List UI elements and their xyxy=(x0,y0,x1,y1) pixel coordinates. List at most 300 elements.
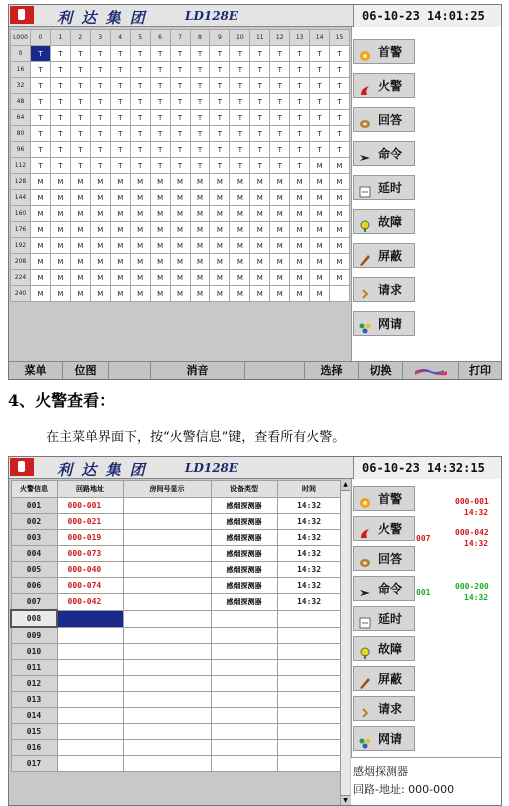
grid-cell[interactable]: M xyxy=(330,158,350,174)
grid-cell[interactable]: M xyxy=(31,222,51,238)
grid-cell[interactable]: M xyxy=(50,174,70,190)
grid-cell[interactable]: T xyxy=(170,110,190,126)
grid-cell[interactable]: M xyxy=(190,174,210,190)
grid-cell[interactable]: T xyxy=(50,78,70,94)
grid-cell[interactable]: T xyxy=(150,126,170,142)
scroll-up-arrow-icon[interactable]: ▲ xyxy=(341,480,350,491)
grid-cell[interactable]: T xyxy=(130,62,150,78)
grid-cell[interactable]: T xyxy=(150,94,170,110)
grid-cell[interactable]: T xyxy=(110,62,130,78)
grid-cell[interactable]: T xyxy=(250,62,270,78)
grid-cell[interactable]: M xyxy=(170,206,190,222)
grid-cell[interactable]: T xyxy=(50,158,70,174)
grid-cell[interactable]: T xyxy=(70,62,90,78)
grid-cell[interactable]: M xyxy=(110,190,130,206)
grid-cell[interactable]: M xyxy=(50,254,70,270)
grid-cell[interactable]: M xyxy=(250,286,270,302)
grid-cell[interactable]: M xyxy=(210,190,230,206)
grid-cell[interactable]: M xyxy=(70,206,90,222)
grid-cell[interactable]: M xyxy=(150,222,170,238)
grid-cell[interactable]: T xyxy=(290,126,310,142)
grid-cell[interactable]: M xyxy=(150,270,170,286)
blank-button-1[interactable] xyxy=(109,362,151,379)
grid-cell[interactable]: M xyxy=(330,238,350,254)
grid-cell[interactable]: T xyxy=(70,46,90,62)
grid-cell[interactable]: M xyxy=(130,222,150,238)
grid-cell[interactable]: M xyxy=(50,238,70,254)
grid-cell[interactable]: T xyxy=(310,94,330,110)
fire-alarm-button[interactable] xyxy=(353,516,415,541)
grid-cell[interactable]: T xyxy=(250,158,270,174)
grid-cell[interactable]: M xyxy=(90,270,110,286)
command-button[interactable] xyxy=(353,576,415,601)
grid-cell[interactable]: T xyxy=(150,62,170,78)
grid-cell[interactable]: M xyxy=(150,286,170,302)
grid-cell[interactable]: M xyxy=(70,174,90,190)
grid-cell[interactable]: T xyxy=(150,78,170,94)
grid-cell[interactable]: T xyxy=(70,158,90,174)
table-row[interactable] xyxy=(11,610,341,627)
grid-cell[interactable]: M xyxy=(230,270,250,286)
grid-cell[interactable]: T xyxy=(90,78,110,94)
grid-cell[interactable]: T xyxy=(150,158,170,174)
grid-cell[interactable]: T xyxy=(130,158,150,174)
grid-cell[interactable]: T xyxy=(290,158,310,174)
grid-cell[interactable]: M xyxy=(110,270,130,286)
grid-cell[interactable]: T xyxy=(110,126,130,142)
grid-cell[interactable]: M xyxy=(310,238,330,254)
grid-cell[interactable]: M xyxy=(170,270,190,286)
grid-cell[interactable]: T xyxy=(150,46,170,62)
grid-cell[interactable]: T xyxy=(230,158,250,174)
grid-cell[interactable]: T xyxy=(110,94,130,110)
grid-cell[interactable]: M xyxy=(290,286,310,302)
grid-cell[interactable]: T xyxy=(190,110,210,126)
table-row[interactable] xyxy=(11,578,341,594)
grid-cell[interactable]: M xyxy=(210,222,230,238)
request-button[interactable] xyxy=(353,277,415,302)
grid-cell[interactable]: M xyxy=(230,254,250,270)
grid-cell[interactable]: M xyxy=(330,190,350,206)
delay-button[interactable] xyxy=(353,175,415,200)
grid-cell[interactable]: M xyxy=(150,254,170,270)
grid-cell[interactable]: T xyxy=(230,62,250,78)
grid-cell[interactable]: T xyxy=(110,110,130,126)
grid-cell[interactable]: M xyxy=(190,286,210,302)
grid-cell[interactable]: M xyxy=(190,206,210,222)
grid-cell[interactable]: T xyxy=(290,78,310,94)
table-row[interactable] xyxy=(11,644,341,660)
grid-cell[interactable]: T xyxy=(31,46,51,62)
grid-cell[interactable]: M xyxy=(290,174,310,190)
grid-cell[interactable]: T xyxy=(170,62,190,78)
grid-cell[interactable]: T xyxy=(70,142,90,158)
network-request-button[interactable] xyxy=(353,726,415,751)
grid-cell[interactable]: T xyxy=(210,126,230,142)
grid-cell[interactable]: M xyxy=(250,190,270,206)
scrollbar[interactable] xyxy=(340,480,350,806)
grid-cell[interactable]: T xyxy=(310,110,330,126)
grid-cell[interactable]: T xyxy=(310,46,330,62)
grid-cell[interactable]: T xyxy=(190,158,210,174)
grid-cell[interactable]: T xyxy=(250,78,270,94)
grid-cell[interactable]: T xyxy=(50,126,70,142)
delay-button[interactable] xyxy=(353,606,415,631)
grid-cell[interactable]: M xyxy=(310,286,330,302)
grid-cell[interactable]: M xyxy=(230,206,250,222)
grid-cell[interactable]: M xyxy=(330,222,350,238)
shield-button[interactable] xyxy=(353,666,415,691)
grid-cell[interactable]: T xyxy=(130,46,150,62)
grid-cell[interactable]: T xyxy=(330,94,350,110)
first-alarm-button[interactable] xyxy=(353,486,415,511)
grid-cell[interactable]: M xyxy=(270,254,290,270)
grid-cell[interactable]: M xyxy=(230,174,250,190)
grid-cell[interactable]: T xyxy=(230,126,250,142)
grid-cell[interactable]: T xyxy=(290,62,310,78)
grid-cell[interactable]: T xyxy=(170,78,190,94)
grid-cell[interactable]: T xyxy=(210,110,230,126)
grid-cell[interactable]: T xyxy=(50,46,70,62)
first-alarm-button[interactable] xyxy=(353,39,415,64)
grid-cell[interactable]: M xyxy=(310,254,330,270)
grid-cell[interactable]: T xyxy=(130,126,150,142)
grid-cell[interactable]: T xyxy=(150,110,170,126)
grid-cell[interactable]: M xyxy=(210,270,230,286)
grid-cell[interactable]: T xyxy=(90,158,110,174)
table-row[interactable] xyxy=(11,530,341,546)
table-row[interactable] xyxy=(11,692,341,708)
grid-cell[interactable]: T xyxy=(270,46,290,62)
grid-cell[interactable]: M xyxy=(170,238,190,254)
grid-cell[interactable]: M xyxy=(290,238,310,254)
grid-cell[interactable]: T xyxy=(50,110,70,126)
grid-cell[interactable]: T xyxy=(250,142,270,158)
grid-cell[interactable]: M xyxy=(210,174,230,190)
table-row[interactable] xyxy=(11,708,341,724)
grid-cell[interactable]: M xyxy=(190,222,210,238)
grid-cell[interactable]: M xyxy=(230,286,250,302)
grid-cell[interactable]: T xyxy=(330,46,350,62)
grid-cell[interactable]: M xyxy=(150,238,170,254)
grid-cell[interactable]: M xyxy=(250,238,270,254)
grid-cell[interactable]: T xyxy=(90,126,110,142)
menu-button[interactable]: 菜单 xyxy=(9,362,63,379)
table-row[interactable] xyxy=(11,594,341,611)
grid-cell[interactable]: M xyxy=(250,270,270,286)
bitmap-button[interactable]: 位图 xyxy=(63,362,109,379)
grid-cell[interactable]: T xyxy=(90,94,110,110)
grid-cell[interactable]: M xyxy=(310,190,330,206)
fault-button[interactable] xyxy=(353,636,415,661)
grid-cell[interactable]: M xyxy=(110,238,130,254)
grid-cell[interactable]: M xyxy=(170,254,190,270)
grid-cell[interactable]: M xyxy=(70,254,90,270)
grid-cell[interactable]: M xyxy=(31,238,51,254)
grid-cell[interactable]: M xyxy=(230,222,250,238)
grid-cell[interactable]: M xyxy=(170,174,190,190)
grid-cell[interactable]: T xyxy=(270,142,290,158)
grid-cell[interactable]: M xyxy=(290,190,310,206)
grid-cell[interactable]: M xyxy=(250,206,270,222)
grid-cell[interactable]: T xyxy=(210,142,230,158)
fault-button[interactable] xyxy=(353,209,415,234)
grid-cell[interactable]: M xyxy=(190,238,210,254)
reply-button[interactable] xyxy=(353,107,415,132)
grid-cell[interactable]: T xyxy=(270,158,290,174)
grid-cell[interactable]: T xyxy=(50,142,70,158)
switch-button[interactable]: 切换 xyxy=(359,362,403,379)
grid-cell[interactable]: M xyxy=(210,206,230,222)
table-row[interactable] xyxy=(11,676,341,692)
grid-cell[interactable]: T xyxy=(290,110,310,126)
grid-cell[interactable]: M xyxy=(50,286,70,302)
grid-cell[interactable]: T xyxy=(270,62,290,78)
grid-cell[interactable]: M xyxy=(270,270,290,286)
grid-cell[interactable]: M xyxy=(31,254,51,270)
grid-cell[interactable]: T xyxy=(170,126,190,142)
grid-cell[interactable]: M xyxy=(230,238,250,254)
grid-cell[interactable]: T xyxy=(210,158,230,174)
grid-cell[interactable]: T xyxy=(70,126,90,142)
table-row[interactable] xyxy=(11,724,341,740)
grid-cell[interactable]: M xyxy=(330,206,350,222)
grid-cell[interactable]: T xyxy=(250,46,270,62)
grid-cell[interactable]: T xyxy=(230,110,250,126)
grid-cell[interactable]: T xyxy=(310,142,330,158)
grid-cell[interactable]: M xyxy=(50,222,70,238)
grid-cell[interactable]: T xyxy=(310,62,330,78)
grid-cell[interactable]: M xyxy=(90,174,110,190)
grid-cell[interactable]: T xyxy=(190,62,210,78)
grid-cell[interactable]: T xyxy=(270,110,290,126)
grid-cell[interactable]: M xyxy=(250,254,270,270)
grid-cell[interactable]: T xyxy=(330,78,350,94)
grid-cell[interactable]: M xyxy=(31,174,51,190)
grid-cell[interactable]: M xyxy=(330,254,350,270)
grid-cell[interactable]: T xyxy=(70,110,90,126)
grid-cell[interactable]: M xyxy=(70,238,90,254)
grid-cell[interactable]: M xyxy=(190,190,210,206)
grid-cell[interactable]: T xyxy=(170,142,190,158)
grid-cell[interactable]: T xyxy=(190,94,210,110)
grid-cell[interactable]: M xyxy=(90,286,110,302)
grid-cell[interactable]: M xyxy=(170,222,190,238)
table-row[interactable] xyxy=(11,514,341,530)
grid-cell[interactable]: M xyxy=(90,222,110,238)
grid-cell[interactable]: M xyxy=(110,206,130,222)
grid-cell[interactable]: T xyxy=(170,46,190,62)
grid-cell[interactable]: T xyxy=(190,78,210,94)
grid-cell[interactable]: T xyxy=(230,94,250,110)
grid-cell[interactable]: M xyxy=(270,174,290,190)
grid-cell[interactable]: T xyxy=(130,78,150,94)
grid-cell[interactable]: M xyxy=(31,206,51,222)
grid-cell[interactable]: M xyxy=(150,206,170,222)
grid-cell[interactable]: T xyxy=(210,78,230,94)
grid-cell[interactable]: M xyxy=(130,174,150,190)
grid-cell[interactable]: M xyxy=(290,270,310,286)
command-button[interactable] xyxy=(353,141,415,166)
grid-cell[interactable]: M xyxy=(110,286,130,302)
table-row[interactable] xyxy=(11,756,341,772)
grid-cell[interactable]: T xyxy=(330,62,350,78)
grid-cell[interactable]: M xyxy=(230,190,250,206)
grid-cell[interactable]: T xyxy=(90,142,110,158)
grid-cell[interactable]: T xyxy=(130,142,150,158)
grid-cell[interactable]: M xyxy=(270,222,290,238)
grid-cell[interactable]: T xyxy=(230,78,250,94)
grid-cell[interactable]: M xyxy=(310,206,330,222)
grid-cell[interactable]: T xyxy=(250,126,270,142)
grid-cell[interactable]: T xyxy=(170,158,190,174)
table-row[interactable] xyxy=(11,498,341,514)
grid-cell[interactable]: M xyxy=(150,174,170,190)
grid-cell[interactable]: M xyxy=(190,254,210,270)
table-row[interactable] xyxy=(11,660,341,676)
grid-cell[interactable]: T xyxy=(270,94,290,110)
grid-cell[interactable]: M xyxy=(310,174,330,190)
table-row[interactable] xyxy=(11,627,341,644)
grid-cell[interactable]: T xyxy=(170,94,190,110)
grid-cell[interactable]: M xyxy=(50,206,70,222)
grid-cell[interactable]: T xyxy=(330,142,350,158)
request-button[interactable] xyxy=(353,696,415,721)
grid-cell[interactable]: M xyxy=(150,190,170,206)
grid-cell[interactable]: M xyxy=(330,270,350,286)
grid-cell[interactable]: M xyxy=(170,286,190,302)
table-row[interactable] xyxy=(11,562,341,578)
grid-cell[interactable]: M xyxy=(110,222,130,238)
grid-cell[interactable]: M xyxy=(290,254,310,270)
grid-cell[interactable]: M xyxy=(70,270,90,286)
grid-cell[interactable]: T xyxy=(130,110,150,126)
grid-cell[interactable]: T xyxy=(31,110,51,126)
grid-cell[interactable]: T xyxy=(230,46,250,62)
grid-cell[interactable]: T xyxy=(50,62,70,78)
grid-cell[interactable]: M xyxy=(90,254,110,270)
grid-cell[interactable]: T xyxy=(210,46,230,62)
grid-cell[interactable]: T xyxy=(90,110,110,126)
grid-cell[interactable]: M xyxy=(90,190,110,206)
grid-cell[interactable]: T xyxy=(330,126,350,142)
grid-cell[interactable]: M xyxy=(250,174,270,190)
grid-cell[interactable]: M xyxy=(90,206,110,222)
grid-cell[interactable]: M xyxy=(310,270,330,286)
fire-alarm-button[interactable] xyxy=(353,73,415,98)
shield-button[interactable] xyxy=(353,243,415,268)
grid-cell[interactable]: M xyxy=(31,190,51,206)
grid-cell[interactable]: T xyxy=(210,62,230,78)
grid-cell[interactable]: T xyxy=(110,158,130,174)
grid-cell[interactable]: M xyxy=(130,206,150,222)
grid-cell[interactable]: M xyxy=(330,174,350,190)
grid-cell[interactable]: M xyxy=(190,270,210,286)
grid-cell[interactable]: T xyxy=(31,158,51,174)
grid-cell[interactable]: M xyxy=(210,286,230,302)
grid-cell[interactable]: T xyxy=(270,126,290,142)
grid-cell[interactable]: M xyxy=(170,190,190,206)
grid-cell[interactable]: T xyxy=(270,78,290,94)
grid-cell[interactable]: M xyxy=(130,270,150,286)
grid-cell[interactable]: T xyxy=(310,126,330,142)
grid-cell[interactable]: T xyxy=(290,46,310,62)
grid-cell[interactable]: M xyxy=(50,270,70,286)
grid-cell[interactable]: T xyxy=(190,126,210,142)
grid-cell[interactable]: M xyxy=(110,174,130,190)
grid-cell[interactable]: T xyxy=(330,110,350,126)
grid-cell[interactable]: T xyxy=(31,94,51,110)
grid-cell[interactable]: T xyxy=(70,94,90,110)
print-button[interactable]: 打印 xyxy=(469,364,491,377)
grid-cell[interactable]: M xyxy=(270,286,290,302)
grid-cell[interactable]: M xyxy=(270,206,290,222)
grid-cell[interactable]: T xyxy=(210,94,230,110)
grid-cell[interactable]: M xyxy=(250,222,270,238)
grid-cell[interactable]: T xyxy=(150,142,170,158)
select-button[interactable]: 选择 xyxy=(305,362,359,379)
grid-cell[interactable]: M xyxy=(130,254,150,270)
grid-cell[interactable]: M xyxy=(130,238,150,254)
grid-cell[interactable]: M xyxy=(210,254,230,270)
scroll-down-arrow-icon[interactable]: ▼ xyxy=(341,795,350,806)
grid-cell[interactable]: M xyxy=(270,238,290,254)
grid-cell[interactable]: M xyxy=(31,270,51,286)
grid-cell[interactable]: M xyxy=(50,190,70,206)
grid-cell[interactable]: T xyxy=(31,62,51,78)
reply-button[interactable] xyxy=(353,546,415,571)
grid-cell[interactable]: T xyxy=(90,62,110,78)
grid-cell[interactable]: M xyxy=(70,286,90,302)
silence-button[interactable]: 消音 xyxy=(151,362,245,379)
grid-cell[interactable]: T xyxy=(110,78,130,94)
grid-cell[interactable]: T xyxy=(50,94,70,110)
grid-cell[interactable]: M xyxy=(70,190,90,206)
grid-cell[interactable]: T xyxy=(290,142,310,158)
grid-cell[interactable]: M xyxy=(270,190,290,206)
grid-cell[interactable]: T xyxy=(190,46,210,62)
grid-cell[interactable]: M xyxy=(130,190,150,206)
grid-cell[interactable]: T xyxy=(290,94,310,110)
grid-cell[interactable]: T xyxy=(310,78,330,94)
grid-cell[interactable]: T xyxy=(230,142,250,158)
grid-cell[interactable]: T xyxy=(110,142,130,158)
grid-cell[interactable]: T xyxy=(31,78,51,94)
grid-cell[interactable]: T xyxy=(31,126,51,142)
grid-cell[interactable]: T xyxy=(130,94,150,110)
network-request-button[interactable] xyxy=(353,311,415,336)
table-row[interactable] xyxy=(11,546,341,562)
grid-cell[interactable]: T xyxy=(90,46,110,62)
grid-cell[interactable]: T xyxy=(70,78,90,94)
grid-cell[interactable]: M xyxy=(290,206,310,222)
grid-cell[interactable]: M xyxy=(210,238,230,254)
grid-cell[interactable]: M xyxy=(310,222,330,238)
grid-cell[interactable]: M xyxy=(90,238,110,254)
grid-cell[interactable] xyxy=(330,286,350,302)
grid-cell[interactable]: T xyxy=(31,142,51,158)
grid-cell[interactable]: M xyxy=(31,286,51,302)
table-row[interactable] xyxy=(11,740,341,756)
grid-cell[interactable]: M xyxy=(290,222,310,238)
grid-cell[interactable]: M xyxy=(70,222,90,238)
blank-button-2[interactable] xyxy=(245,362,305,379)
grid-cell[interactable]: M xyxy=(310,158,330,174)
grid-cell[interactable]: T xyxy=(250,110,270,126)
grid-cell[interactable]: M xyxy=(130,286,150,302)
grid-cell[interactable]: T xyxy=(110,46,130,62)
grid-cell[interactable]: M xyxy=(110,254,130,270)
